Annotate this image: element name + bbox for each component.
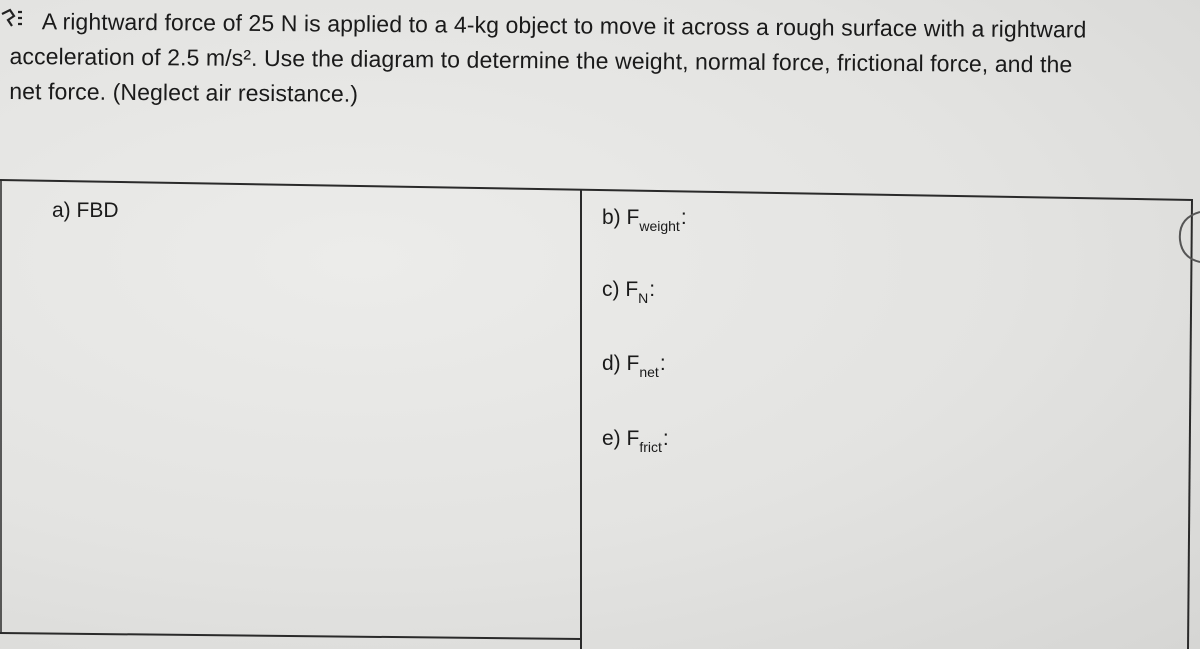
table-top-border	[0, 180, 1193, 200]
weight-force-label	[602, 206, 687, 234]
question-line-2: acceleration of 2.5 m/s². Use the diagram to determine the weight, normal force, frictional force, and the	[9, 42, 1073, 78]
table-right-border	[1188, 200, 1192, 649]
binder-ring-shadow	[1180, 212, 1200, 262]
fbd-label	[52, 199, 119, 223]
net-force-subscript: net	[639, 364, 659, 380]
fbd-label-text: a) FBD	[52, 199, 119, 222]
weight-force-colon: :	[680, 206, 687, 229]
question-line-1: A rightward force of 25 N is applied to a 4-kg object to move it across a rough surface with a rightward	[41, 8, 1087, 43]
friction-force-subscript: frict	[639, 439, 662, 455]
net-force-prefix: d) F	[602, 352, 640, 375]
weight-force-prefix: b) F	[602, 206, 640, 229]
friction-force-colon: :	[662, 427, 669, 450]
weight-force-subscript: weight	[639, 218, 680, 234]
normal-force-label	[602, 278, 655, 306]
normal-force-subscript: N	[638, 290, 649, 306]
normal-force-colon: :	[649, 278, 656, 301]
question-line-3: net force. (Neglect air resistance.)	[9, 77, 359, 107]
normal-force-prefix: c) F	[602, 278, 639, 301]
friction-force-label	[602, 427, 669, 455]
net-force-label	[602, 352, 666, 380]
friction-force-prefix: e) F	[602, 427, 640, 450]
table-bottom-border	[0, 633, 581, 639]
net-force-colon: :	[659, 352, 666, 375]
